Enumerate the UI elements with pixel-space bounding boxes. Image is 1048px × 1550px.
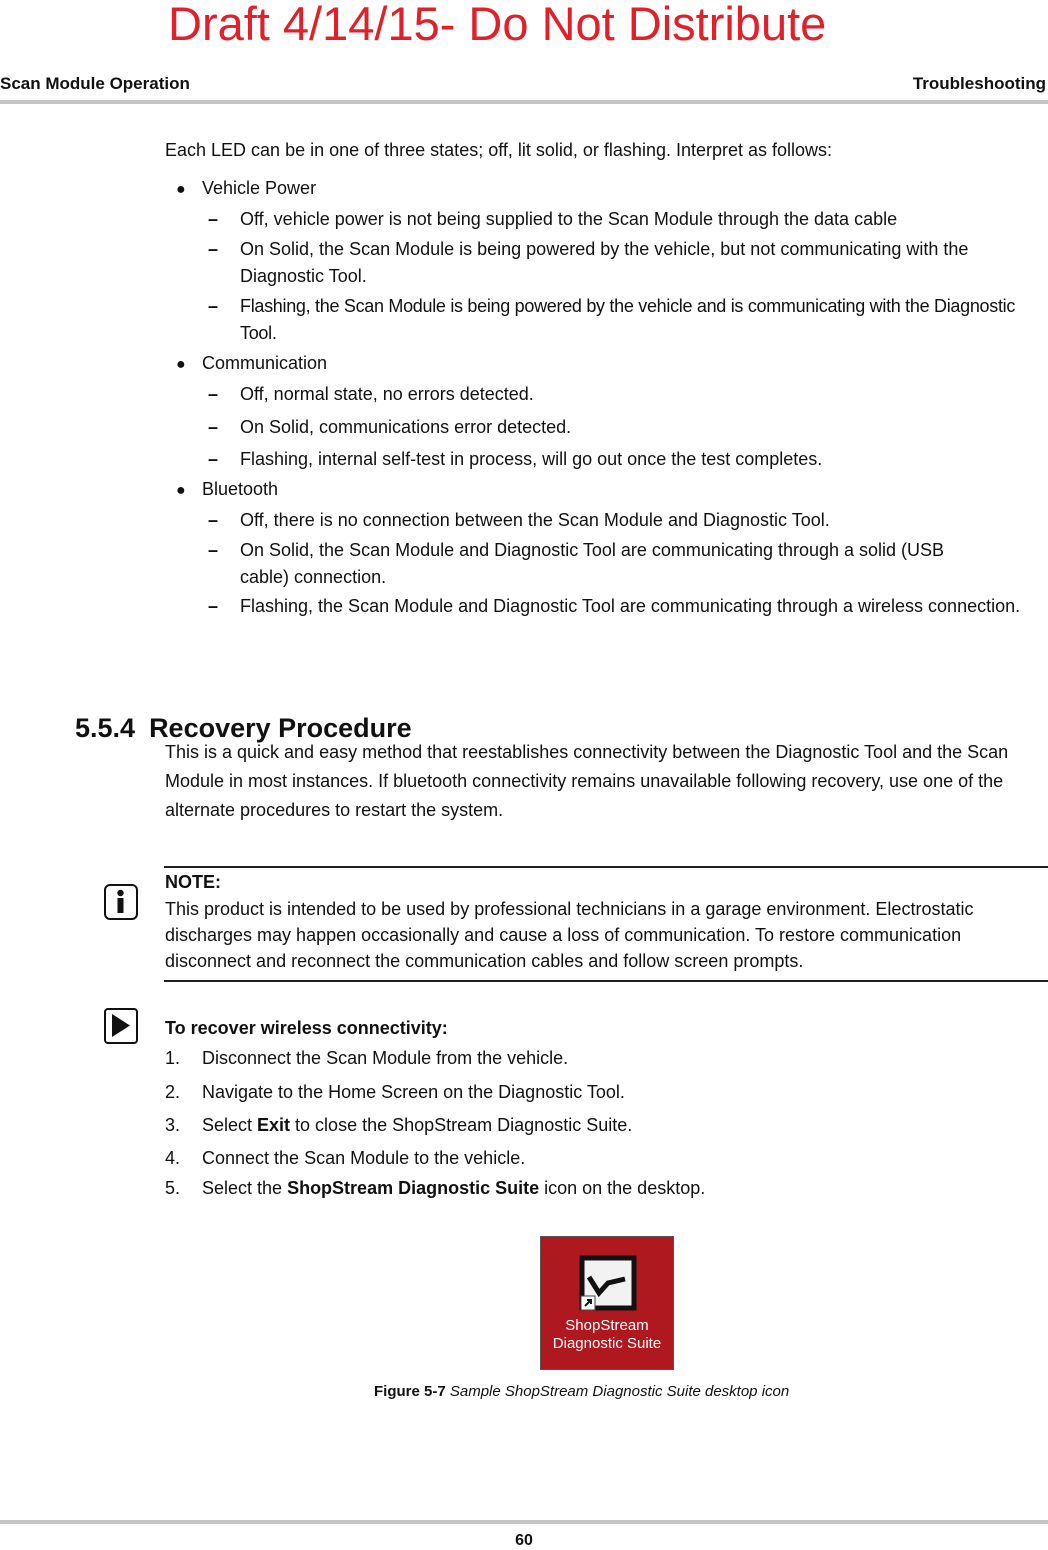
list-item: – Flashing, internal self-test in process, will go out once the test completes.	[208, 449, 823, 469]
note-label: NOTE:	[165, 872, 221, 892]
note-bottom-rule	[164, 980, 1048, 982]
section-heading: 5.5.4 Recovery Procedure	[75, 713, 412, 743]
procedure-step: 1. Disconnect the Scan Module from the vehicle.	[165, 1048, 569, 1068]
procedure-step: 5. Select the ShopStream Diagnostic Suite icon on the desktop.	[165, 1178, 706, 1198]
procedure-step: 2. Navigate to the Home Screen on the Diagnostic Tool.	[165, 1082, 625, 1102]
procedure-step: 3. Select Exit to close the ShopStream Diagnostic Suite.	[165, 1115, 633, 1135]
list-item: – On Solid, the Scan Module is being powered by the vehicle, but not communicating with the Diagnostic Tool.	[208, 239, 969, 286]
draft-watermark: Draft 4/14/15- Do Not Distribute	[168, 0, 827, 50]
list-item: – Off, vehicle power is not being supplied to the Scan Module through the data cable	[208, 209, 898, 229]
led-group-title: ● Vehicle Power	[176, 175, 1036, 203]
header-rule	[0, 100, 1048, 104]
bullet-icon: ●	[176, 356, 186, 373]
info-icon	[104, 884, 138, 920]
list-item: – On Solid, the Scan Module and Diagnostic Tool are communicating through a solid (USB cable) connection.	[208, 540, 945, 587]
bullet-icon: ●	[176, 482, 186, 499]
list-item: – Off, normal state, no errors detected.	[208, 384, 534, 404]
page-number: 60	[515, 1532, 533, 1549]
desktop-icon-label-1: ShopStream	[565, 1317, 649, 1334]
bullet-icon: ●	[176, 181, 186, 198]
section-paragraph: This is a quick and easy method that reestablishes connectivity between the Diagnostic Tool and the Scan Module in most instances. If bluetooth connectivity remains unavailable following recovery, use one of the alternate procedures to restart the system.	[165, 742, 1009, 820]
intro-text: Each LED can be in one of three states; off, lit solid, or flashing. Interpret as follows:	[165, 140, 833, 160]
header-chapter-title: Troubleshooting	[912, 74, 1046, 93]
footer-rule	[0, 1520, 1048, 1524]
note-text: This product is intended to be used by professional technicians in a garage environment. Electrostatic discharges may happen occasionally and cause a loss of communication. To restore communication disconnect and reconnect the communication cables and follow screen prompts.	[165, 899, 974, 971]
list-item: – Flashing, the Scan Module and Diagnostic Tool are communicating through a wireless connection.	[208, 596, 1021, 616]
desktop-icon-label-2: Diagnostic Suite	[552, 1335, 662, 1352]
procedure-arrow-icon	[104, 1008, 138, 1044]
list-item: – Flashing, the Scan Module is being powered by the vehicle and is communicating with the Diagnostic Tool.	[208, 296, 1016, 343]
led-group-title: ● Bluetooth	[176, 476, 1036, 504]
note-top-rule	[164, 866, 1048, 868]
procedure-title: To recover wireless connectivity:	[165, 1018, 448, 1038]
procedure-step: 4. Connect the Scan Module to the vehicle.	[165, 1148, 526, 1168]
header-section-title: Scan Module Operation	[0, 74, 190, 93]
shopstream-desktop-icon	[540, 1236, 674, 1370]
figure-caption: Figure 5-7 Sample ShopStream Diagnostic Suite desktop icon	[374, 1383, 790, 1400]
led-group-title: ● Communication	[176, 350, 1036, 378]
list-item: – On Solid, communications error detected.	[208, 417, 572, 437]
list-item: – Off, there is no connection between the Scan Module and Diagnostic Tool.	[208, 510, 830, 530]
